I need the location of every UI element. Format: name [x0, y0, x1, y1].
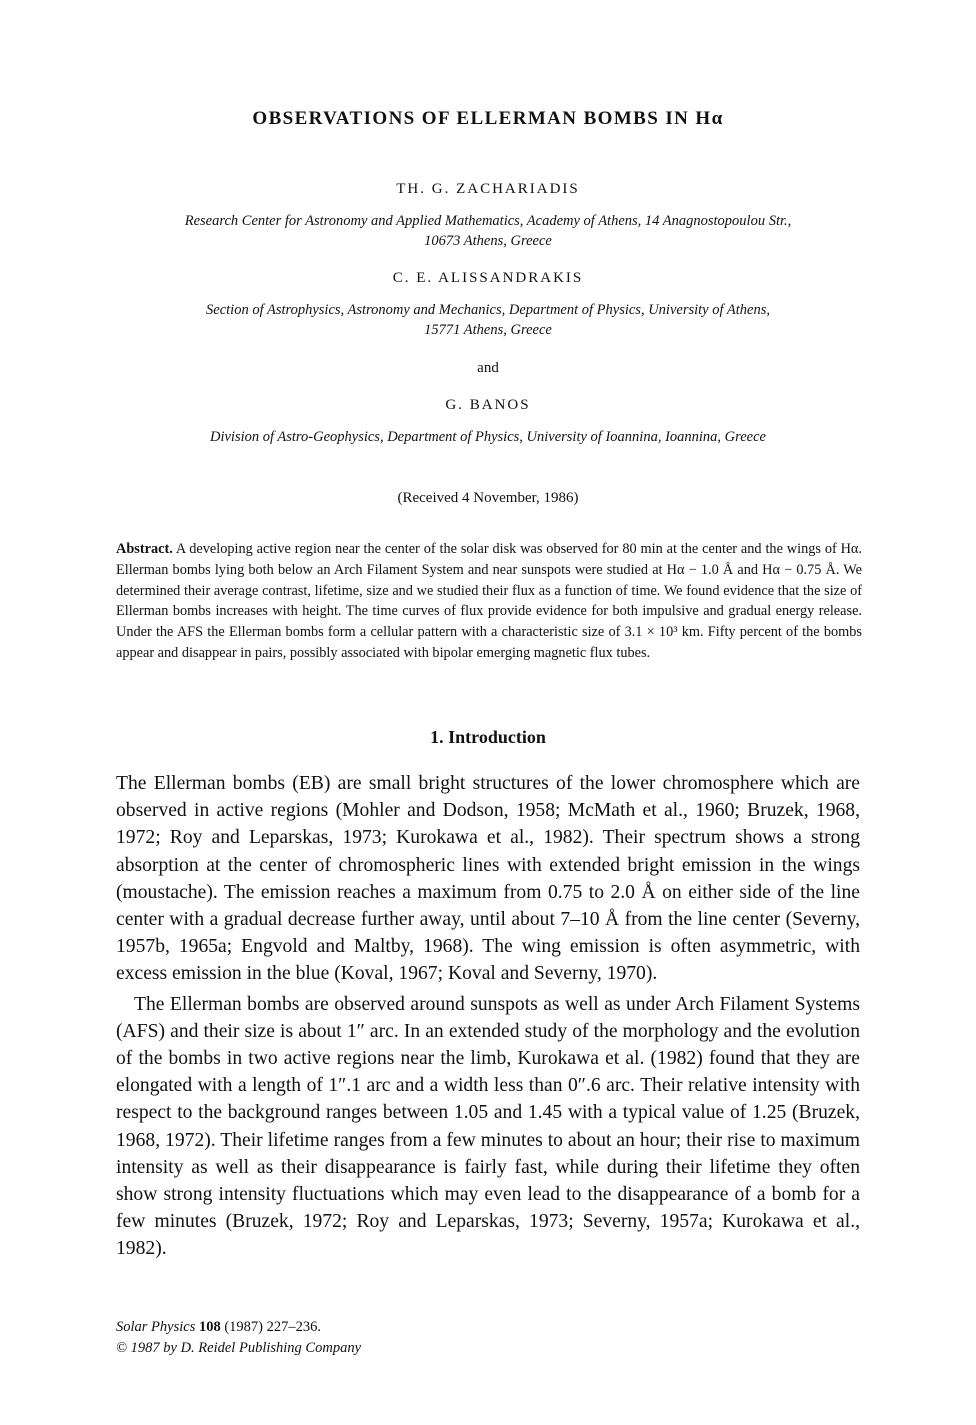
journal-name: Solar Physics	[116, 1319, 196, 1335]
journal-pages: (1987) 227–236.	[224, 1319, 322, 1335]
paragraph: The Ellerman bombs (EB) are small bright structures of the lower chromosphere which are observed in active regions (Mohler and Dodson, 1958; McMath et al., 1960; Bruzek, 1968, 1972; Roy and Leparskas, 1973; Kurokawa et al., 1982). Their spectrum shows a strong absorption at the center of chromospheric lines with extended bright emission in the wings (moustache). The emission reaches a maximum from 0.75 to 2.0 Å on either side of the line center with a gradual decrease further away, until about 7–10 Å from the line center (Severny, 1957b, 1965a; Engvold and Maltby, 1968). The wing emission is often asymmetric, with excess emission in the blue (Koval, 1967; Koval and Severny, 1970).	[116, 773, 860, 985]
abstract	[116, 539, 862, 664]
paragraph: The Ellerman bombs are observed around sunspots as well as under Arch Filament Systems (AFS) and their size is about 1″ arc. In an extended study of the morphology and the evolution of the bombs in two active regions near the limb, Kurokawa et al. (1982) found that they are elongated with a length of 1″.1 arc and a width less than 0″.6 arc. Their relative intensity with respect to the background ranges between 1.05 and 1.45 with a typical value of 1.25 (Bruzek, 1968, 1972). Their lifetime ranges from a few minutes to about an hour; their rise to maximum intensity as well as their disappearance is fairly fast, while during their lifetime they often show strong intensity fluctuations which may even lead to the disappearance of a bomb for a few minutes (Bruzek, 1972; Roy and Leparskas, 1973; Severny, 1957a; Kurokawa et al., 1982).	[116, 993, 860, 1260]
author-name: TH. G. ZACHARIADIS	[396, 181, 580, 197]
author-name: C. E. ALISSANDRAKIS	[392, 270, 584, 286]
received-date: (Received 4 November, 1986)	[397, 490, 579, 506]
journal-citation	[116, 1317, 616, 1338]
section-body	[116, 770, 860, 1263]
paper-title: OBSERVATIONS OF ELLERMAN BOMBS IN Hα	[252, 108, 724, 129]
section-heading: 1. Introduction	[430, 727, 546, 747]
author-affiliation: Research Center for Astronomy and Applied Mathematics, Academy of Athens, 14 Anagnostopoulou Str., 10673 Athens, Greece	[184, 213, 792, 249]
page-footer	[116, 1317, 616, 1359]
author-affiliation: Section of Astrophysics, Astronomy and Mechanics, Department of Physics, University of Athens, 15771 Athens, Greece	[206, 302, 770, 338]
journal-volume: 108	[198, 1319, 221, 1335]
author-name: G. BANOS	[445, 397, 531, 413]
abstract-text: A developing active region near the center of the solar disk was observed for 80 min at the center and the wings of Hα. Ellerman bombs lying both below an Arch Filament System and near sunspots were studied at Hα − 1.0 Å and Hα − 0.75 Å. We determined their average contrast, lifetime, size and we studied their flux as a function of time. We found evidence that the size of Ellerman bombs increases with height. The time curves of flux provide evidence for both impulsive and gradual energy release. Under the AFS the Ellerman bombs form a cellular pattern with a characteristic size of 3.1 × 10³ km. Fifty percent of the bombs appear and disappear in pairs, possibly associated with bipolar emerging magnetic flux tubes.	[116, 541, 862, 661]
abstract-label: Abstract.	[116, 541, 173, 557]
author-conjunction: and	[477, 360, 499, 376]
copyright-notice: © 1987 by D. Reidel Publishing Company	[116, 1340, 361, 1356]
author-affiliation: Division of Astro-Geophysics, Department of Physics, University of Ioannina, Ioannina, Greece	[209, 429, 766, 445]
